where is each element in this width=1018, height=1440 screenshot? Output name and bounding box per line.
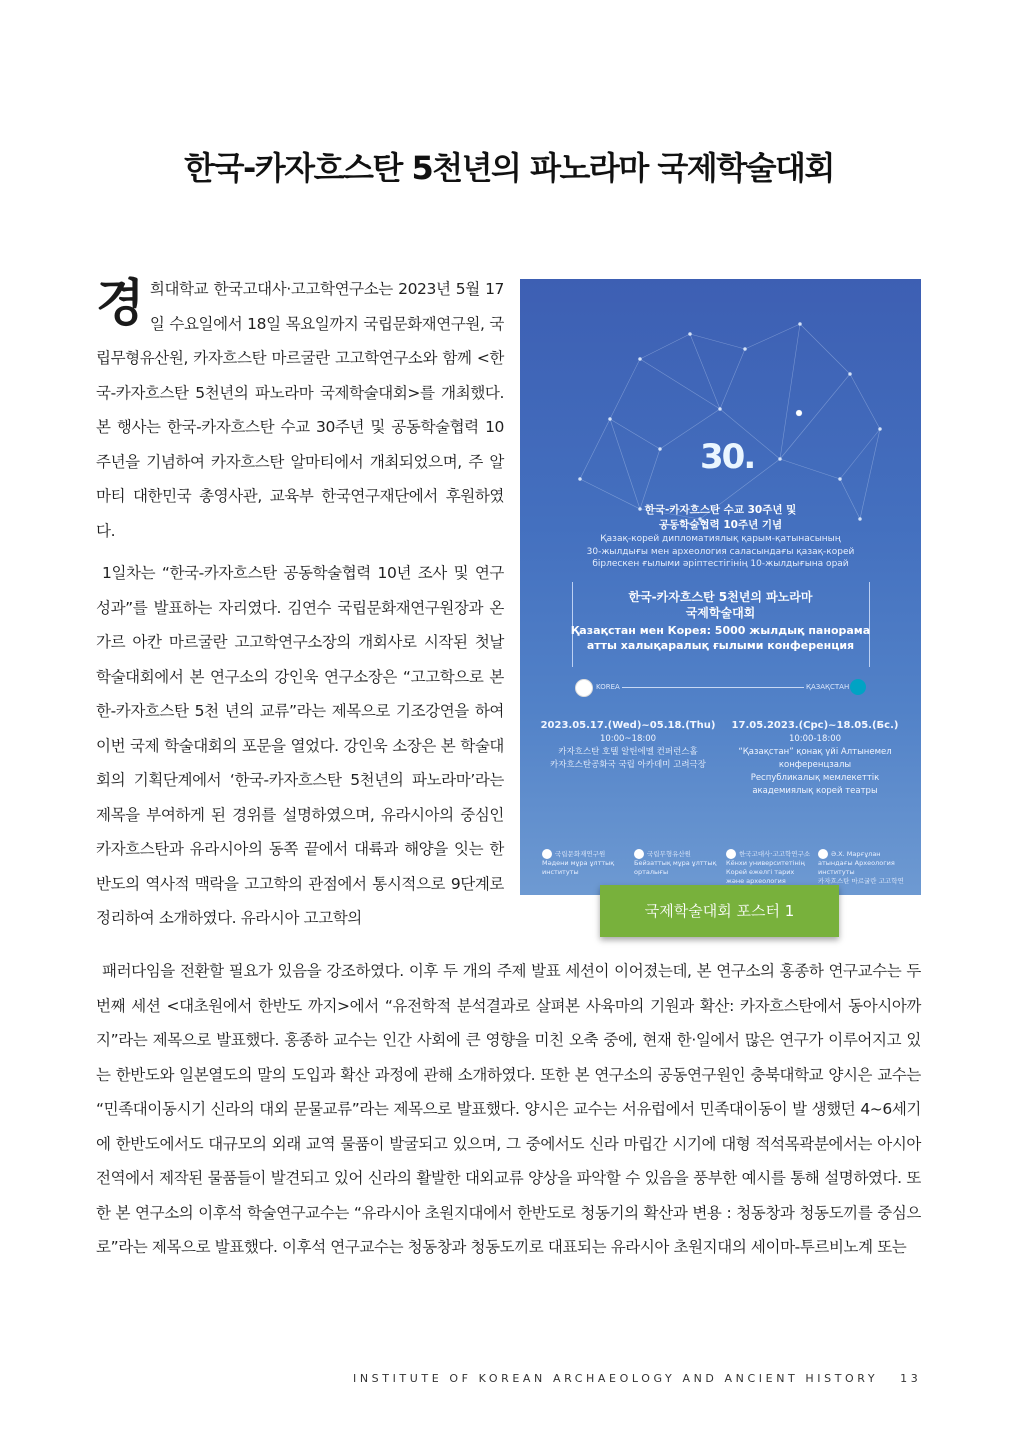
left-column xyxy=(96,272,504,936)
poster-subtitle-kz xyxy=(520,533,921,571)
poster-title-kz xyxy=(520,624,921,653)
poster-subtitle-ko-line2: 공동학술협력 10주년 기념 xyxy=(658,519,783,531)
footer-institute: INSTITUTE OF KOREAN ARCHAEOLOGY AND ANCIENT HISTORY xyxy=(353,1372,879,1385)
poster-title-kz-line1: Қазақстан мен Корея: 5000 жылдық панорама xyxy=(570,624,871,637)
poster-subtitle-kz-line1: Қазақ-корей дипломатиялық қарым-қатынасының xyxy=(600,534,841,544)
right-time: 10:00-18:00 xyxy=(788,734,842,744)
kazakhstan-flag-icon xyxy=(850,679,866,695)
poster-schedule-korean xyxy=(538,719,718,772)
sponsor-logo-2 xyxy=(634,849,720,877)
paragraph-1 xyxy=(96,272,504,548)
left-date: 2023.05.17.(Wed)~05.18.(Thu) xyxy=(540,720,716,731)
left-venue-1: 카자흐스탄 호텔 알틴에멜 컨퍼런스홀 xyxy=(558,747,698,757)
page-footer xyxy=(353,1372,921,1385)
drop-cap: 경 xyxy=(96,274,144,332)
poster-title-ko-line1: 한국-카자흐스탄 5천년의 파노라마 xyxy=(628,590,813,604)
sponsor-4-ko: 카자흐스탄 마르굴란 고고학연 xyxy=(818,877,904,885)
right-date: 17.05.2023.(Срс)~18.05.(Бс.) xyxy=(731,720,899,731)
poster-schedule-kazakh xyxy=(720,719,910,798)
sponsor-3-kz: Кёнхи университетінің Корей ежелгі тарих және археология xyxy=(726,859,805,885)
article-title: 한국-카자흐스탄 5천년의 파노라마 국제학술대회 xyxy=(184,149,834,187)
sponsor-emblem-icon xyxy=(726,849,736,859)
left-venue-2: 카자흐스탄공화국 국립 아카데미 고려극장 xyxy=(550,760,706,770)
poster-subtitle-kz-line2: 30-жылдығы мен археология саласындағы қазақ-корей xyxy=(586,546,855,557)
sponsor-2-ko: 국립무형유산원 xyxy=(647,850,691,858)
paragraph-1-text: 희대학교 한국고대사·고고학연구소는 2023년 5월 17일 수요일에서 18일 목요일까지 국립문화재연구원, 국립무형유산원, 카자흐스탄 마르굴란 고고학연구소와 함께 <한국-카자흐스탄 5천년의 파노라마 국제학술대회>를 개최했다. 본 행사는 한국-카자흐스탄 수교 30주년 및 공동학술협력 10주년을 기념하여 카자흐스탄 알마티에서 개최되었으며, 주 알마티 대한민국 총영사관, 교육부 한국연구재단에서 후원하였다. xyxy=(96,280,504,540)
sponsor-emblem-icon xyxy=(542,849,552,859)
sponsor-1-ko: 국립문화재연구원 xyxy=(555,850,606,858)
left-time: 10:00~18:00 xyxy=(599,734,657,744)
sponsor-1-kz: Мәдени мұра ұлттық институты xyxy=(542,859,615,876)
right-venue-2: Республикалық мемлекеттік академиялық корей театры xyxy=(750,773,880,796)
poster-title-ko-line2: 국제학술대회 xyxy=(685,606,756,620)
poster-30-logo: 30. xyxy=(700,437,755,477)
sponsor-2-kz: Бейзаттық мұра ұлттық орталығы xyxy=(634,859,717,876)
poster-title-kz-line2: атты халықаралық ғылыми конференция xyxy=(586,638,855,652)
sponsor-3-ko: 한국고대사·고고학연구소 xyxy=(739,850,811,858)
paragraph-3: 패러다임을 전환할 필요가 있음을 강조하였다. 이후 두 개의 주제 발표 세션이 이어졌는데, 본 연구소의 홍종하 연구교수는 두 번째 세션 <대초원에서 한반도 까지>에서 “유전학적 분석결과로 살펴본 사육마의 기원과 확산: 카자흐스탄에서 동아시아까 지”라는 제목으로 발표했다. 홍종하 교수는 인간 사회에 큰 영향을 미친 오축 중에, 현재 한·일에서 많은 연구가 이루어지고 있는 한반도와 일본열도의 말의 도입과 확산 과정에 관해 소개하였다. 또한 본 연구소의 공동연구원인 충북대학교 양시은 교수는 “민족대이동시기 신라의 대외 문물교류”라는 제목으로 발표했다. 양시은 교수는 서유럽에서 민족대이동이 발 생했던 4~6세기에 한반도에서도 대규모의 외래 교역 물품이 발굴되고 있으며, 그 중에서도 신라 마립간 시기에 대형 적석목곽분에서는 아시아 전역에서 제작된 물품들이 발견되고 있어 신라의 활발한 대외교류 양상을 파악할 수 있음을 풍부한 예시를 통해 설명하였다. 또한 본 연구소의 이후석 학술연구교수는 “유라시아 초원지대에서 한반도로 청동기의 확산과 변용 : 청동창과 청동도끼를 중심으로”라는 제목으로 발표했다. 이후석 연구교수는 청동창과 청동도끼로 대표되는 유라시아 초원지대의 세이마-투르비노계 또는 xyxy=(96,962,921,1256)
sponsor-emblem-icon xyxy=(634,849,644,859)
sponsor-4-kz: Ә.Х. Марғұлан атындағы Археология институты xyxy=(818,850,895,876)
poster-title-ko xyxy=(520,589,921,621)
kazakhstan-label: ҚАЗАҚСТАН xyxy=(806,683,850,691)
page-number: 13 xyxy=(900,1372,922,1385)
poster-subtitle-kz-line3: бірлескен ғылыми әріптестігінің 10-жылдығына орай xyxy=(592,559,849,569)
poster-caption: 국제학술대회 포스터 1 xyxy=(600,885,839,937)
sponsor-emblem-icon xyxy=(818,849,828,859)
poster-divider xyxy=(622,687,804,688)
right-venue-1: “Қазақстан” қонақ үйі Алтынемел конференцзалы xyxy=(738,747,892,770)
korea-label: KOREA xyxy=(596,683,620,691)
sponsor-logo-1 xyxy=(542,849,628,877)
poster-subtitle-ko-line1: 한국-카자흐스탄 수교 30주년 및 xyxy=(644,504,797,516)
paragraph-2: 1일차는 “한국-카자흐스탄 공동학술협력 10년 조사 및 연구성과”를 발표하는 자리였다. 김연수 국립문화재연구원장과 온가르 아칸 마르굴란 고고학연구소장의 개회사로 시작된 첫날 학술대회에서 본 연구소의 강인욱 연구소장은 “고고학으로 본 한-카자흐스탄 5천 년의 교류”라는 제목으로 기조강연을 하여 이번 국제 학술대회의 포문을 열었다. 강인욱 소장은 본 학술대회의 기획단계에서 ‘한국-카자흐스탄 5천년의 파노라마’라는 제목을 부여하게 된 경위를 설명하였으며, 유라시아의 중심인 카자흐스탄과 유라시아의 동쪽 끝에서 대륙과 해양을 잇는 한반도의 역사적 맥락을 고고학의 관점에서 통시적으로 9단계로 정리하여 소개하였다. 유라시아 고고학의 xyxy=(96,564,504,927)
conference-poster xyxy=(520,279,921,895)
poster-subtitle-ko xyxy=(520,503,921,533)
korea-flag-icon xyxy=(575,679,593,697)
